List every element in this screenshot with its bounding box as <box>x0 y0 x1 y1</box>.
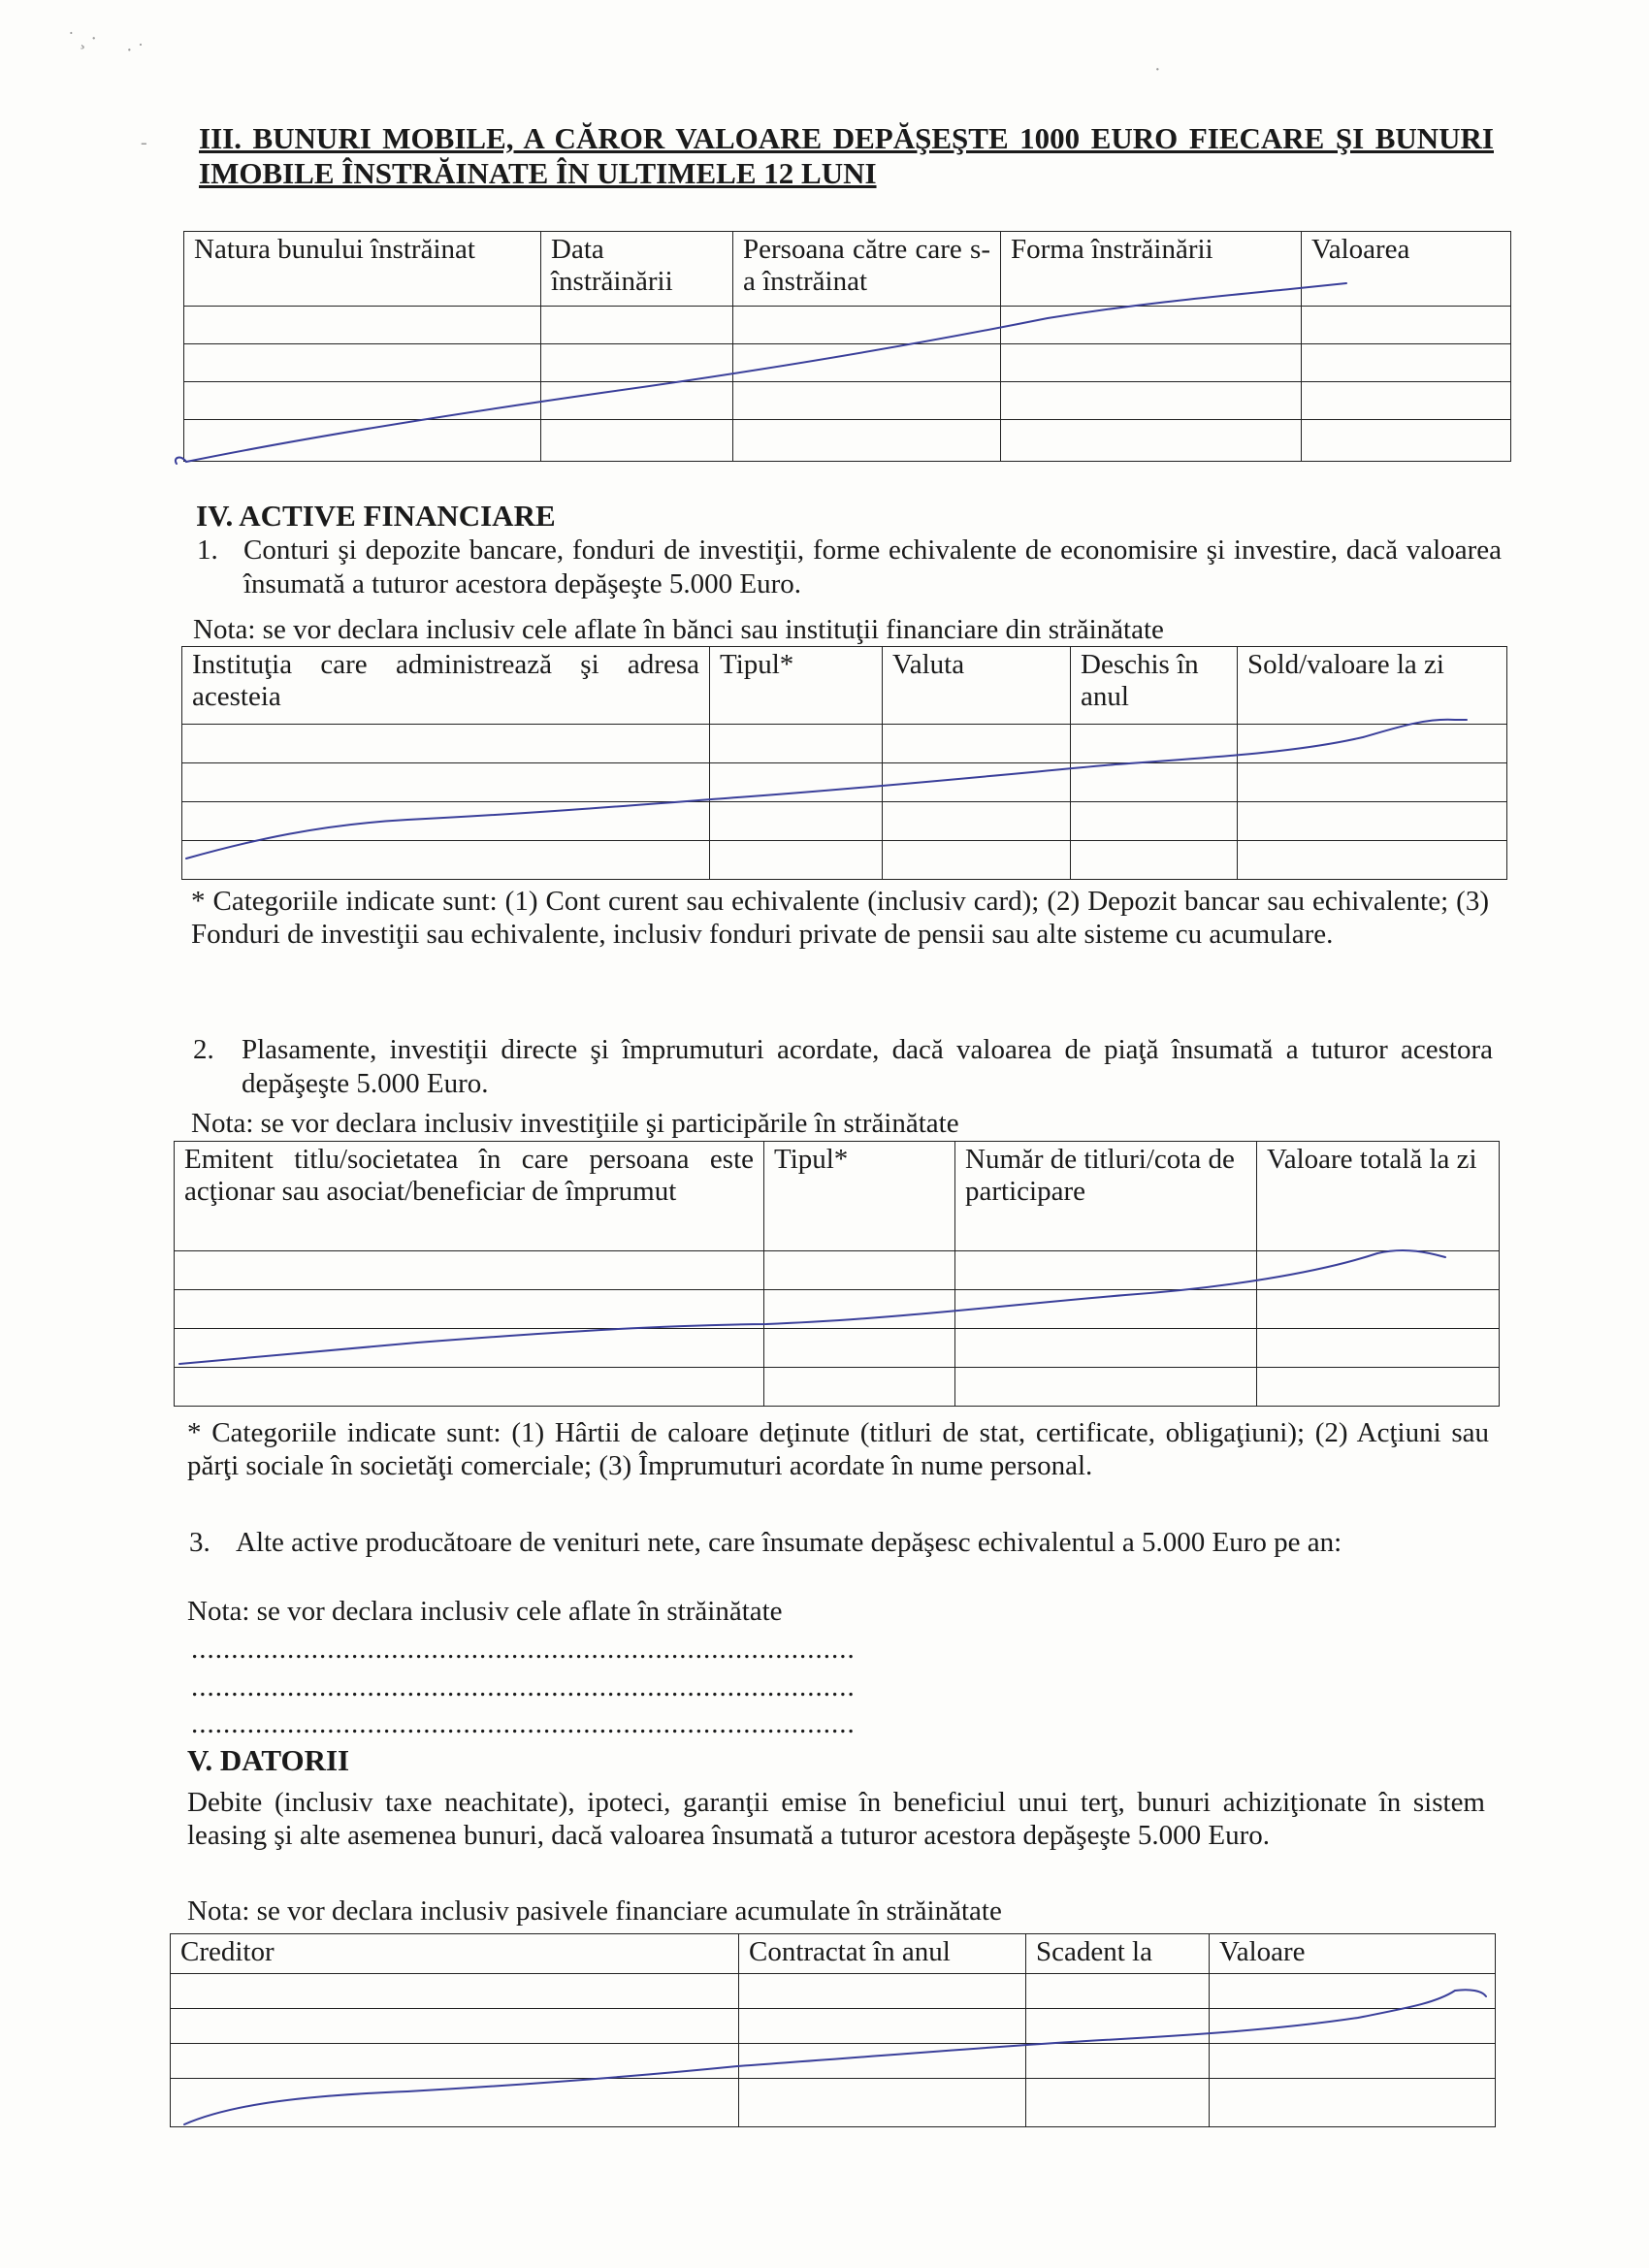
accounts-table <box>181 646 1507 880</box>
item-1 <box>197 534 1502 611</box>
item-3 <box>189 1526 1489 1594</box>
col-header-numar: Număr de titluri/cota de participare <box>955 1142 1257 1251</box>
col-header-tipul: Tipul* <box>764 1142 955 1251</box>
table-header-row <box>175 1142 1500 1251</box>
table-row <box>171 2044 1496 2079</box>
col-header-contractat: Contractat în anul <box>739 1934 1026 1974</box>
col-header-sold: Sold/valoare la zi <box>1238 647 1507 725</box>
col-header-forma: Forma înstrăinării <box>1001 232 1302 307</box>
dotted-line: ................................................................................... <box>191 1708 856 1739</box>
table-header-row <box>182 647 1507 725</box>
table-row <box>182 763 1507 802</box>
table-row <box>184 307 1511 344</box>
col-header-valoare-totala: Valoare totală la zi <box>1257 1142 1500 1251</box>
investments-table <box>174 1141 1500 1407</box>
table-row <box>171 2009 1496 2044</box>
item-2-footnote: * Categoriile indicate sunt: (1) Hârtii de caloare deţinute (titluri de stat, certificate, obligaţiuni); (2) Acţiuni sau părţi sociale în societăţi comerciale; (3) Împrumuturi acordate în nume personal. <box>187 1417 1489 1481</box>
item-2 <box>193 1033 1493 1111</box>
table-header-row <box>184 232 1511 307</box>
col-header-persoana: Persoana către care s-a înstrăinat <box>733 232 1001 307</box>
item-1-footnote: * Categoriile indicate sunt: (1) Cont curent sau echivalente (inclusiv card); (2) Depozit bancar sau echivalente; (3) Fonduri de investiţii sau echivalente, inclusiv fonduri private de pensii sau alte sisteme cu acumulare. <box>191 886 1489 950</box>
item-3-nota: Nota: se vor declara inclusiv cele aflate în străinătate <box>187 1596 783 1627</box>
col-header-creditor: Creditor <box>171 1934 739 1974</box>
item-3-number: 3. <box>189 1527 210 1558</box>
col-header-valoarea: Valoarea <box>1302 232 1511 307</box>
table-row <box>182 802 1507 841</box>
section-v-text: Debite (inclusiv taxe neachitate), ipoteci, garanţii emise în beneficiul unui terţ, bunuri achiziţionate în sistem leasing şi alte asemenea bunuri, dacă valoarea însumată a tuturor acestora depăşeşte 5.000 Euro. <box>187 1787 1485 1851</box>
table-row <box>182 841 1507 880</box>
table-row <box>175 1251 1500 1290</box>
col-header-deschis: Deschis în anul <box>1071 647 1238 725</box>
item-3-text: Alte active producătoare de venituri nete, care însumate depăşesc echivalentul a 5.000 Euro pe an: <box>236 1527 1342 1558</box>
table-row <box>184 344 1511 382</box>
section-iv-title: IV. ACTIVE FINANCIARE <box>196 499 556 533</box>
table-row <box>182 725 1507 763</box>
table-row <box>175 1290 1500 1329</box>
table-row <box>175 1329 1500 1368</box>
item-1-number: 1. <box>197 535 218 566</box>
section-iii-table <box>183 231 1511 462</box>
table-row <box>184 382 1511 420</box>
section-v-title: V. DATORII <box>187 1743 350 1777</box>
section-iii-title: III. BUNURI MOBILE, A CĂROR VALOARE DEPĂŞEŞTE 1000 EURO FIECARE ŞI BUNURI IMOBILE ÎNSTRĂINATE ÎN ULTIMELE 12 LUNI <box>199 121 1494 190</box>
item-2-nota: Nota: se vor declara inclusiv investiţiile şi participările în străinătate <box>191 1108 959 1139</box>
col-header-valuta: Valuta <box>883 647 1071 725</box>
col-header-scadent: Scadent la <box>1026 1934 1210 1974</box>
table-row <box>184 420 1511 462</box>
table-row <box>175 1368 1500 1407</box>
dotted-line: ................................................................................... <box>191 1671 856 1702</box>
col-header-data: Data înstrăinării <box>541 232 733 307</box>
col-header-emitent: Emitent titlu/societatea în care persoana este acţionar sau asociat/beneficiar de împrumut <box>175 1142 764 1251</box>
col-header-tipul: Tipul* <box>710 647 883 725</box>
debts-table <box>170 1933 1496 2127</box>
item-2-text: Plasamente, investiţii directe şi împrumuturi acordate, dacă valoarea de piaţă însumată a tuturor acestora depăşeşte 5.000 Euro. <box>242 1034 1493 1099</box>
dotted-line: ................................................................................... <box>191 1634 856 1665</box>
col-header-valoare: Valoare <box>1210 1934 1496 1974</box>
item-1-text: Conturi şi depozite bancare, fonduri de investiţii, forme echivalente de economisire şi investire, dacă valoarea însumată a tuturor acestora depăşeşte 5.000 Euro. <box>243 535 1502 599</box>
item-2-number: 2. <box>193 1034 214 1065</box>
col-header-institutia: Instituţia care administrează şi adresa acesteia <box>182 647 710 725</box>
section-v-nota: Nota: se vor declara inclusiv pasivele financiare acumulate în străinătate <box>187 1895 1002 1927</box>
item-1-nota: Nota: se vor declara inclusiv cele aflate în bănci sau instituţii financiare din străinătate <box>193 614 1164 645</box>
table-row <box>171 2079 1496 2127</box>
table-row <box>171 1974 1496 2009</box>
table-header-row <box>171 1934 1496 1974</box>
col-header-natura: Natura bunului înstrăinat <box>184 232 541 307</box>
